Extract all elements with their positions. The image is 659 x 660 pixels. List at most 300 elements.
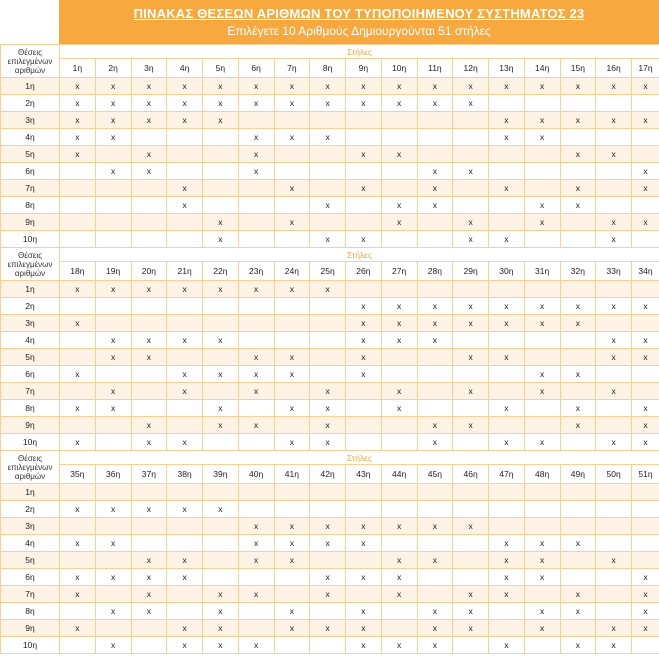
empty-cell xyxy=(346,434,382,451)
column-header: 42η xyxy=(310,465,346,484)
mark-cell: x xyxy=(560,637,596,654)
mark-cell: x xyxy=(596,112,632,129)
mark-cell: x xyxy=(417,518,453,535)
mark-cell: x xyxy=(346,349,382,366)
column-header-row xyxy=(1,262,659,281)
mark-cell: x xyxy=(310,383,346,400)
mark-cell: x xyxy=(346,231,382,248)
empty-cell xyxy=(203,535,239,552)
mark-cell: x xyxy=(310,518,346,535)
mark-cell: x xyxy=(238,383,274,400)
column-header: 7η xyxy=(274,59,310,78)
mark-cell: x xyxy=(60,112,96,129)
mark-cell: x xyxy=(381,146,417,163)
empty-cell xyxy=(524,332,560,349)
empty-cell xyxy=(381,366,417,383)
mark-cell: x xyxy=(596,434,632,451)
mark-cell: x xyxy=(381,383,417,400)
column-header: 46η xyxy=(453,465,489,484)
empty-cell xyxy=(238,197,274,214)
mark-cell: x xyxy=(632,78,659,95)
mark-cell: x xyxy=(453,603,489,620)
row-label: 3η xyxy=(1,315,60,332)
table-row xyxy=(1,163,659,180)
column-header: 23η xyxy=(238,262,274,281)
column-header: 31η xyxy=(524,262,560,281)
mark-cell: x xyxy=(238,552,274,569)
column-header: 28η xyxy=(417,262,453,281)
row-label: 2η xyxy=(1,501,60,518)
empty-cell xyxy=(95,231,131,248)
empty-cell xyxy=(381,349,417,366)
empty-cell xyxy=(131,637,167,654)
corner-label: Θέσεις επιλεγμένων αριθμών xyxy=(1,248,60,281)
column-header: 14η xyxy=(524,59,560,78)
empty-cell xyxy=(489,95,525,112)
empty-cell xyxy=(596,366,632,383)
mark-cell: x xyxy=(131,332,167,349)
mark-cell: x xyxy=(632,214,659,231)
empty-cell xyxy=(453,501,489,518)
mark-cell: x xyxy=(131,112,167,129)
mark-cell: x xyxy=(167,637,203,654)
empty-cell xyxy=(167,586,203,603)
empty-cell xyxy=(203,569,239,586)
mark-cell: x xyxy=(60,315,96,332)
mark-cell: x xyxy=(167,281,203,298)
column-header: 25η xyxy=(310,262,346,281)
mark-cell: x xyxy=(310,586,346,603)
column-header: 10η xyxy=(381,59,417,78)
empty-cell xyxy=(310,112,346,129)
empty-cell xyxy=(167,214,203,231)
mark-cell: x xyxy=(274,180,310,197)
row-label: 9η xyxy=(1,417,60,434)
column-header: 18η xyxy=(60,262,96,281)
empty-cell xyxy=(310,484,346,501)
row-label: 8η xyxy=(1,603,60,620)
column-header: 49η xyxy=(560,465,596,484)
mark-cell: x xyxy=(453,586,489,603)
empty-cell xyxy=(381,535,417,552)
mark-cell: x xyxy=(60,501,96,518)
mark-cell: x xyxy=(381,569,417,586)
empty-cell xyxy=(274,417,310,434)
column-header: 21η xyxy=(167,262,203,281)
table-row xyxy=(1,586,659,603)
empty-cell xyxy=(524,400,560,417)
empty-cell xyxy=(60,298,96,315)
mark-cell: x xyxy=(95,129,131,146)
mark-cell: x xyxy=(95,163,131,180)
mark-cell: x xyxy=(274,603,310,620)
empty-cell xyxy=(381,180,417,197)
mark-cell: x xyxy=(596,552,632,569)
column-header: 45η xyxy=(417,465,453,484)
empty-cell xyxy=(524,518,560,535)
empty-cell xyxy=(95,315,131,332)
empty-cell xyxy=(560,95,596,112)
mark-cell: x xyxy=(560,298,596,315)
mark-cell: x xyxy=(346,620,382,637)
mark-cell: x xyxy=(131,417,167,434)
empty-cell xyxy=(310,501,346,518)
mark-cell: x xyxy=(310,95,346,112)
mark-cell: x xyxy=(95,383,131,400)
column-header: 38η xyxy=(167,465,203,484)
table-row xyxy=(1,95,659,112)
row-label: 5η xyxy=(1,349,60,366)
mark-cell: x xyxy=(60,129,96,146)
mark-cell: x xyxy=(560,586,596,603)
mark-cell: x xyxy=(203,620,239,637)
empty-cell xyxy=(489,214,525,231)
mark-cell: x xyxy=(417,637,453,654)
mark-cell: x xyxy=(381,298,417,315)
table-row xyxy=(1,484,659,501)
row-label: 3η xyxy=(1,112,60,129)
mark-cell: x xyxy=(381,78,417,95)
mark-cell: x xyxy=(596,214,632,231)
mark-cell: x xyxy=(131,552,167,569)
empty-cell xyxy=(203,484,239,501)
mark-cell: x xyxy=(632,298,659,315)
columns-caption: Στήλες xyxy=(60,451,659,465)
header xyxy=(0,0,659,44)
mark-cell: x xyxy=(238,129,274,146)
empty-cell xyxy=(95,552,131,569)
table-row xyxy=(1,197,659,214)
mark-cell: x xyxy=(238,637,274,654)
empty-cell xyxy=(131,298,167,315)
mark-cell: x xyxy=(524,214,560,231)
empty-cell xyxy=(524,180,560,197)
column-header: 16η xyxy=(596,59,632,78)
empty-cell xyxy=(596,180,632,197)
empty-cell xyxy=(95,366,131,383)
row-label: 8η xyxy=(1,197,60,214)
mark-cell: x xyxy=(453,518,489,535)
mark-cell: x xyxy=(60,281,96,298)
empty-cell xyxy=(238,484,274,501)
mark-cell: x xyxy=(274,434,310,451)
empty-cell xyxy=(632,383,659,400)
empty-cell xyxy=(203,349,239,366)
empty-cell xyxy=(310,298,346,315)
mark-cell: x xyxy=(203,332,239,349)
empty-cell xyxy=(346,586,382,603)
mark-cell: x xyxy=(417,332,453,349)
mark-cell: x xyxy=(346,366,382,383)
column-header: 43η xyxy=(346,465,382,484)
empty-cell xyxy=(632,535,659,552)
empty-cell xyxy=(238,180,274,197)
row-label: 1η xyxy=(1,484,60,501)
empty-cell xyxy=(274,637,310,654)
mark-cell: x xyxy=(453,383,489,400)
empty-cell xyxy=(489,197,525,214)
mark-cell: x xyxy=(632,332,659,349)
table-row xyxy=(1,417,659,434)
empty-cell xyxy=(310,552,346,569)
table-row xyxy=(1,315,659,332)
mark-cell: x xyxy=(238,417,274,434)
mark-cell: x xyxy=(60,535,96,552)
mark-cell: x xyxy=(60,400,96,417)
mark-cell: x xyxy=(346,315,382,332)
empty-cell xyxy=(596,569,632,586)
column-header-row xyxy=(1,59,659,78)
empty-cell xyxy=(560,501,596,518)
empty-cell xyxy=(596,129,632,146)
empty-cell xyxy=(417,349,453,366)
column-header: 9η xyxy=(346,59,382,78)
mark-cell: x xyxy=(346,603,382,620)
mark-cell: x xyxy=(95,637,131,654)
empty-cell xyxy=(95,197,131,214)
table-row xyxy=(1,146,659,163)
empty-cell xyxy=(596,315,632,332)
mark-cell: x xyxy=(453,417,489,434)
mark-cell: x xyxy=(238,281,274,298)
empty-cell xyxy=(632,129,659,146)
table-row xyxy=(1,366,659,383)
mark-cell: x xyxy=(310,434,346,451)
mark-cell: x xyxy=(131,146,167,163)
corner-label: Θέσεις επιλεγμένων αριθμών xyxy=(1,45,60,78)
mark-cell: x xyxy=(632,163,659,180)
empty-cell xyxy=(417,383,453,400)
mark-cell: x xyxy=(203,214,239,231)
empty-cell xyxy=(453,197,489,214)
empty-cell xyxy=(632,637,659,654)
mark-cell: x xyxy=(60,78,96,95)
mark-cell: x xyxy=(131,78,167,95)
mark-cell: x xyxy=(489,434,525,451)
empty-cell xyxy=(95,620,131,637)
column-header: 44η xyxy=(381,465,417,484)
empty-cell xyxy=(560,434,596,451)
empty-cell xyxy=(596,484,632,501)
empty-cell xyxy=(489,146,525,163)
mark-cell: x xyxy=(596,332,632,349)
empty-cell xyxy=(524,586,560,603)
mark-cell: x xyxy=(560,197,596,214)
mark-cell: x xyxy=(489,231,525,248)
mark-cell: x xyxy=(346,569,382,586)
empty-cell xyxy=(381,434,417,451)
mark-cell: x xyxy=(95,332,131,349)
empty-cell xyxy=(310,214,346,231)
empty-cell xyxy=(632,315,659,332)
mark-cell: x xyxy=(560,400,596,417)
empty-cell xyxy=(238,501,274,518)
empty-cell xyxy=(60,231,96,248)
mark-cell: x xyxy=(95,400,131,417)
mark-cell: x xyxy=(310,281,346,298)
empty-cell xyxy=(524,349,560,366)
empty-cell xyxy=(131,129,167,146)
empty-cell xyxy=(60,214,96,231)
empty-cell xyxy=(417,569,453,586)
mark-cell: x xyxy=(238,146,274,163)
mark-cell: x xyxy=(310,620,346,637)
empty-cell xyxy=(167,163,203,180)
empty-cell xyxy=(417,281,453,298)
empty-cell xyxy=(95,417,131,434)
page-title: ΠΙΝΑΚΑΣ ΘΕΣΕΩΝ ΑΡΙΘΜΩΝ ΤΟΥ ΤΥΠΟΠΟΙΗΜΕΝΟΥ ΣΥΣΤΗΜΑΤΟΣ 23 xyxy=(133,6,585,21)
mark-cell: x xyxy=(167,569,203,586)
empty-cell xyxy=(596,535,632,552)
mark-cell: x xyxy=(60,586,96,603)
empty-cell xyxy=(95,214,131,231)
empty-cell xyxy=(560,231,596,248)
mark-cell: x xyxy=(381,95,417,112)
column-header: 1η xyxy=(60,59,96,78)
mark-cell: x xyxy=(203,501,239,518)
empty-cell xyxy=(203,298,239,315)
empty-cell xyxy=(381,484,417,501)
empty-cell xyxy=(274,569,310,586)
mark-cell: x xyxy=(489,586,525,603)
mark-cell: x xyxy=(238,349,274,366)
mark-cell: x xyxy=(632,586,659,603)
mark-cell: x xyxy=(310,417,346,434)
mark-cell: x xyxy=(524,535,560,552)
table-row xyxy=(1,501,659,518)
empty-cell xyxy=(346,417,382,434)
empty-cell xyxy=(274,298,310,315)
table-row xyxy=(1,180,659,197)
mark-cell: x xyxy=(524,620,560,637)
empty-cell xyxy=(131,214,167,231)
mark-cell: x xyxy=(60,95,96,112)
table-row xyxy=(1,214,659,231)
empty-cell xyxy=(95,434,131,451)
empty-cell xyxy=(238,112,274,129)
mark-cell: x xyxy=(131,349,167,366)
empty-cell xyxy=(632,484,659,501)
empty-cell xyxy=(203,129,239,146)
empty-cell xyxy=(596,197,632,214)
mark-cell: x xyxy=(381,332,417,349)
row-label: 6η xyxy=(1,366,60,383)
empty-cell xyxy=(60,484,96,501)
mark-cell: x xyxy=(381,214,417,231)
row-label: 10η xyxy=(1,231,60,248)
mark-cell: x xyxy=(203,637,239,654)
row-label: 9η xyxy=(1,214,60,231)
mark-cell: x xyxy=(203,417,239,434)
column-header: 22η xyxy=(203,262,239,281)
empty-cell xyxy=(524,637,560,654)
mark-cell: x xyxy=(203,603,239,620)
mark-cell: x xyxy=(489,78,525,95)
mark-cell: x xyxy=(596,349,632,366)
empty-cell xyxy=(453,484,489,501)
mark-cell: x xyxy=(632,400,659,417)
row-label: 3η xyxy=(1,518,60,535)
mark-cell: x xyxy=(632,349,659,366)
mark-cell: x xyxy=(489,129,525,146)
empty-cell xyxy=(489,603,525,620)
empty-cell xyxy=(203,518,239,535)
empty-cell xyxy=(310,146,346,163)
empty-cell xyxy=(596,281,632,298)
mark-cell: x xyxy=(310,400,346,417)
empty-cell xyxy=(274,112,310,129)
empty-cell xyxy=(453,400,489,417)
block-caption-row xyxy=(1,451,659,465)
empty-cell xyxy=(453,332,489,349)
row-label: 10η xyxy=(1,637,60,654)
mark-cell: x xyxy=(346,298,382,315)
mark-cell: x xyxy=(489,112,525,129)
empty-cell xyxy=(131,197,167,214)
row-label: 4η xyxy=(1,129,60,146)
mark-cell: x xyxy=(203,112,239,129)
empty-cell xyxy=(489,281,525,298)
empty-cell xyxy=(131,383,167,400)
mark-cell: x xyxy=(346,535,382,552)
mark-cell: x xyxy=(60,434,96,451)
mark-cell: x xyxy=(346,518,382,535)
row-label: 8η xyxy=(1,400,60,417)
empty-cell xyxy=(560,620,596,637)
mark-cell: x xyxy=(346,78,382,95)
mark-cell: x xyxy=(167,180,203,197)
mark-cell: x xyxy=(381,552,417,569)
mark-cell: x xyxy=(453,315,489,332)
column-header: 15η xyxy=(560,59,596,78)
empty-cell xyxy=(238,298,274,315)
empty-cell xyxy=(381,417,417,434)
mark-cell: x xyxy=(274,129,310,146)
empty-cell xyxy=(310,603,346,620)
mark-cell: x xyxy=(131,603,167,620)
table-row xyxy=(1,298,659,315)
empty-cell xyxy=(167,518,203,535)
mark-cell: x xyxy=(596,637,632,654)
column-header: 6η xyxy=(238,59,274,78)
empty-cell xyxy=(238,400,274,417)
empty-cell xyxy=(632,231,659,248)
column-header: 17η xyxy=(632,59,659,78)
mark-cell: x xyxy=(489,298,525,315)
mark-cell: x xyxy=(131,163,167,180)
mark-cell: x xyxy=(167,552,203,569)
table-row xyxy=(1,231,659,248)
row-label: 4η xyxy=(1,535,60,552)
empty-cell xyxy=(131,518,167,535)
empty-cell xyxy=(310,637,346,654)
empty-cell xyxy=(489,484,525,501)
mark-cell: x xyxy=(417,552,453,569)
mark-cell: x xyxy=(560,366,596,383)
empty-cell xyxy=(596,586,632,603)
column-header: 48η xyxy=(524,465,560,484)
mark-cell: x xyxy=(632,112,659,129)
table-row xyxy=(1,552,659,569)
empty-cell xyxy=(167,535,203,552)
mark-cell: x xyxy=(560,603,596,620)
mark-cell: x xyxy=(95,281,131,298)
empty-cell xyxy=(203,434,239,451)
row-label: 7η xyxy=(1,180,60,197)
empty-cell xyxy=(60,518,96,535)
empty-cell xyxy=(417,586,453,603)
empty-cell xyxy=(346,214,382,231)
